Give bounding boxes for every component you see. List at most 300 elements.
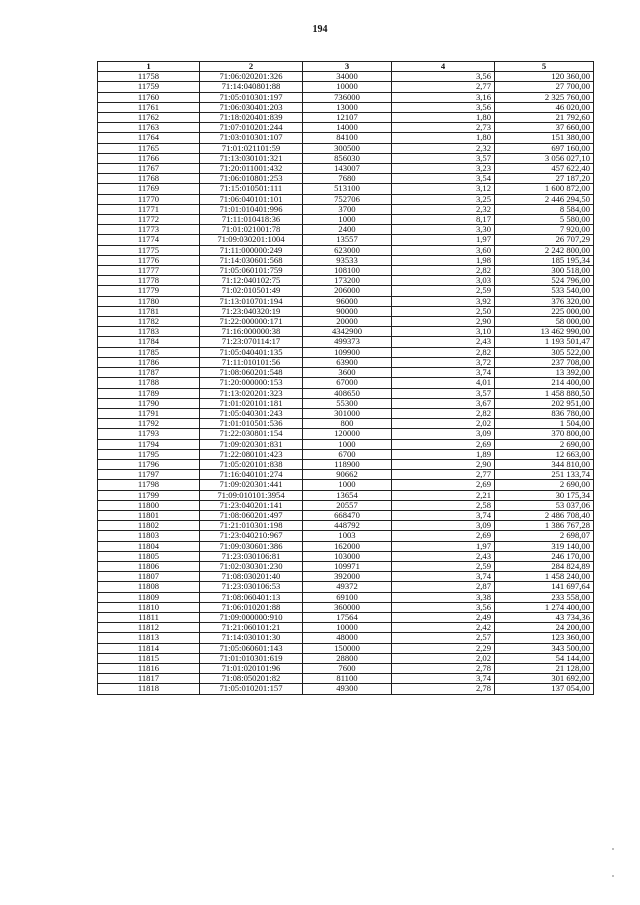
table-cell: 27 700,00 bbox=[495, 82, 594, 92]
table-cell: 3600 bbox=[303, 368, 392, 378]
table-cell: 800 bbox=[303, 419, 392, 429]
table-cell: 11803 bbox=[98, 531, 200, 541]
table-cell: 2 690,00 bbox=[495, 480, 594, 490]
table-cell: 11767 bbox=[98, 164, 200, 174]
table-cell: 71:13:010701:194 bbox=[200, 296, 303, 306]
table-cell: 28800 bbox=[303, 653, 392, 663]
table-cell: 54 144,00 bbox=[495, 653, 594, 663]
table-cell: 71:05:060101:759 bbox=[200, 266, 303, 276]
table-cell: 360000 bbox=[303, 602, 392, 612]
table-row bbox=[98, 286, 594, 296]
table-cell: 3,57 bbox=[392, 153, 495, 163]
table-cell: 319 140,00 bbox=[495, 541, 594, 551]
table-cell: 1,80 bbox=[392, 113, 495, 123]
table-row bbox=[98, 82, 594, 92]
table-cell: 11783 bbox=[98, 327, 200, 337]
table-cell: 24 200,00 bbox=[495, 623, 594, 633]
table-cell: 3,60 bbox=[392, 245, 495, 255]
table-row bbox=[98, 153, 594, 163]
table-cell: 3,23 bbox=[392, 164, 495, 174]
table-row bbox=[98, 204, 594, 214]
table-cell: 11797 bbox=[98, 470, 200, 480]
table-cell: 370 800,00 bbox=[495, 429, 594, 439]
table-cell: 2,78 bbox=[392, 663, 495, 673]
table-cell: 11764 bbox=[98, 133, 200, 143]
table-cell: 623000 bbox=[303, 245, 392, 255]
table-row bbox=[98, 470, 594, 480]
table-cell: 71:13:020201:323 bbox=[200, 388, 303, 398]
table-cell: 3,57 bbox=[392, 388, 495, 398]
table-row bbox=[98, 490, 594, 500]
table-cell: 11772 bbox=[98, 215, 200, 225]
table-cell: 11771 bbox=[98, 204, 200, 214]
table-row bbox=[98, 633, 594, 643]
table-cell: 11792 bbox=[98, 419, 200, 429]
table-cell: 300500 bbox=[303, 143, 392, 153]
table-cell: 6700 bbox=[303, 449, 392, 459]
table-cell: 3,38 bbox=[392, 592, 495, 602]
table-cell: 11765 bbox=[98, 143, 200, 153]
table-cell: 20557 bbox=[303, 500, 392, 510]
table-cell: 71:05:010201:157 bbox=[200, 684, 303, 694]
table-cell: 151 380,00 bbox=[495, 133, 594, 143]
table-cell: 11791 bbox=[98, 408, 200, 418]
table-cell: 3,03 bbox=[392, 276, 495, 286]
table-row bbox=[98, 102, 594, 112]
table-row bbox=[98, 184, 594, 194]
table-cell: 11814 bbox=[98, 643, 200, 653]
table-cell: 408650 bbox=[303, 388, 392, 398]
table-cell: 7 920,00 bbox=[495, 225, 594, 235]
table-cell: 3,56 bbox=[392, 72, 495, 82]
table-cell: 300 518,00 bbox=[495, 266, 594, 276]
table-row bbox=[98, 215, 594, 225]
table-cell: 71:11:010101:56 bbox=[200, 357, 303, 367]
table-cell: 71:09:020301:441 bbox=[200, 480, 303, 490]
table-cell: 11774 bbox=[98, 235, 200, 245]
table-cell: 10000 bbox=[303, 82, 392, 92]
table-cell: 11789 bbox=[98, 388, 200, 398]
table-cell: 2,69 bbox=[392, 480, 495, 490]
table-cell: 301 692,00 bbox=[495, 674, 594, 684]
page-number: 194 bbox=[312, 24, 328, 35]
table-cell: 225 000,00 bbox=[495, 306, 594, 316]
table-row bbox=[98, 317, 594, 327]
table-cell: 202 951,00 bbox=[495, 398, 594, 408]
table-cell: 3,74 bbox=[392, 510, 495, 520]
table-cell: 11817 bbox=[98, 674, 200, 684]
table-cell: 2,82 bbox=[392, 347, 495, 357]
table-cell: 71:21:010301:198 bbox=[200, 521, 303, 531]
table-cell: 3,10 bbox=[392, 327, 495, 337]
table-cell: 7600 bbox=[303, 663, 392, 673]
table-cell: 109971 bbox=[303, 561, 392, 571]
table-cell: 71:05:060601:143 bbox=[200, 643, 303, 653]
table-cell: 71:08:060201:497 bbox=[200, 510, 303, 520]
table-cell: 3,74 bbox=[392, 674, 495, 684]
table-row bbox=[98, 521, 594, 531]
table-cell: 49300 bbox=[303, 684, 392, 694]
table-cell: 1 458 240,00 bbox=[495, 572, 594, 582]
table-row bbox=[98, 531, 594, 541]
table-cell: 1 274 400,00 bbox=[495, 602, 594, 612]
table-cell: 71:09:000000:910 bbox=[200, 612, 303, 622]
table-cell: 43 734,36 bbox=[495, 612, 594, 622]
table-cell: 11775 bbox=[98, 245, 200, 255]
table-cell: 71:14:030101:30 bbox=[200, 633, 303, 643]
table-row bbox=[98, 643, 594, 653]
table-cell: 3,67 bbox=[392, 398, 495, 408]
table-cell: 71:20:000000:153 bbox=[200, 378, 303, 388]
table-cell: 8 584,00 bbox=[495, 204, 594, 214]
table-cell: 20000 bbox=[303, 317, 392, 327]
table-cell: 499373 bbox=[303, 337, 392, 347]
table-cell: 71:08:060401:13 bbox=[200, 592, 303, 602]
table-cell: 71:23:030106:81 bbox=[200, 551, 303, 561]
table-cell: 856030 bbox=[303, 153, 392, 163]
table-cell: 71:01:020101:96 bbox=[200, 663, 303, 673]
table-cell: 214 400,00 bbox=[495, 378, 594, 388]
table-cell: 103000 bbox=[303, 551, 392, 561]
table-cell: 2,82 bbox=[392, 266, 495, 276]
table-cell: 2,43 bbox=[392, 337, 495, 347]
table-cell: 71:22:000000:171 bbox=[200, 317, 303, 327]
table-cell: 3 056 027,10 bbox=[495, 153, 594, 163]
table-cell: 513100 bbox=[303, 184, 392, 194]
table-cell: 284 824,89 bbox=[495, 561, 594, 571]
table-cell: 11763 bbox=[98, 123, 200, 133]
table-cell: 11794 bbox=[98, 439, 200, 449]
table-cell: 11807 bbox=[98, 572, 200, 582]
table-cell: 71:02:030301:230 bbox=[200, 561, 303, 571]
table-row bbox=[98, 398, 594, 408]
table-cell: 13 462 990,00 bbox=[495, 327, 594, 337]
table-row bbox=[98, 378, 594, 388]
table-cell: 108100 bbox=[303, 266, 392, 276]
table-cell: 63900 bbox=[303, 357, 392, 367]
table-cell: 71:22:030801:154 bbox=[200, 429, 303, 439]
table-cell: 2,59 bbox=[392, 561, 495, 571]
table-cell: 301000 bbox=[303, 408, 392, 418]
table-cell: 71:11:000000:249 bbox=[200, 245, 303, 255]
table-cell: 109900 bbox=[303, 347, 392, 357]
table-cell: 533 540,00 bbox=[495, 286, 594, 296]
table-cell: 173200 bbox=[303, 276, 392, 286]
table-cell: 3,25 bbox=[392, 194, 495, 204]
table-row bbox=[98, 449, 594, 459]
table-cell: 71:05:040301:243 bbox=[200, 408, 303, 418]
table-cell: 90000 bbox=[303, 306, 392, 316]
table-row bbox=[98, 684, 594, 694]
table-cell: 13 392,00 bbox=[495, 368, 594, 378]
table-cell: 11802 bbox=[98, 521, 200, 531]
table-cell: 2 690,00 bbox=[495, 439, 594, 449]
table-row bbox=[98, 572, 594, 582]
table-cell: 11759 bbox=[98, 82, 200, 92]
table-cell: 11804 bbox=[98, 541, 200, 551]
table-cell: 3,16 bbox=[392, 92, 495, 102]
table-cell: 13000 bbox=[303, 102, 392, 112]
table-cell: 143007 bbox=[303, 164, 392, 174]
table-row bbox=[98, 123, 594, 133]
table-cell: 11800 bbox=[98, 500, 200, 510]
table-row bbox=[98, 357, 594, 367]
table-cell: 3700 bbox=[303, 204, 392, 214]
column-header: 2 bbox=[200, 62, 303, 72]
column-header: 1 bbox=[98, 62, 200, 72]
table-cell: 71:23:040201:141 bbox=[200, 500, 303, 510]
table-cell: 71:03:010301:107 bbox=[200, 133, 303, 143]
table-cell: 11784 bbox=[98, 337, 200, 347]
table-cell: 13654 bbox=[303, 490, 392, 500]
table-cell: 71:01:021001:78 bbox=[200, 225, 303, 235]
table-cell: 30 175,34 bbox=[495, 490, 594, 500]
table-row bbox=[98, 255, 594, 265]
table-cell: 14000 bbox=[303, 123, 392, 133]
table-row bbox=[98, 235, 594, 245]
table-cell: 11815 bbox=[98, 653, 200, 663]
table-cell: 11770 bbox=[98, 194, 200, 204]
table-cell: 448792 bbox=[303, 521, 392, 531]
table-cell: 71:06:010801:253 bbox=[200, 174, 303, 184]
table-cell: 11768 bbox=[98, 174, 200, 184]
table-cell: 13557 bbox=[303, 235, 392, 245]
table-cell: 71:01:010401:996 bbox=[200, 204, 303, 214]
table-cell: 1000 bbox=[303, 215, 392, 225]
table-cell: 11812 bbox=[98, 623, 200, 633]
table-cell: 206000 bbox=[303, 286, 392, 296]
table-row bbox=[98, 296, 594, 306]
table-row bbox=[98, 306, 594, 316]
table-cell: 2,87 bbox=[392, 582, 495, 592]
table-cell: 96000 bbox=[303, 296, 392, 306]
table-cell: 2,69 bbox=[392, 531, 495, 541]
table-cell: 71:15:010501:111 bbox=[200, 184, 303, 194]
table-cell: 524 796,00 bbox=[495, 276, 594, 286]
table-cell: 11790 bbox=[98, 398, 200, 408]
table-cell: 1,98 bbox=[392, 255, 495, 265]
table-cell: 55300 bbox=[303, 398, 392, 408]
table-cell: 3,74 bbox=[392, 368, 495, 378]
scan-speck bbox=[612, 875, 614, 877]
table-cell: 1000 bbox=[303, 480, 392, 490]
table-cell: 71:12:040102:75 bbox=[200, 276, 303, 286]
table-row bbox=[98, 327, 594, 337]
table-cell: 1 193 501,47 bbox=[495, 337, 594, 347]
table-cell: 2,58 bbox=[392, 500, 495, 510]
table-row bbox=[98, 388, 594, 398]
table-cell: 71:11:010418:36 bbox=[200, 215, 303, 225]
table-cell: 141 697,64 bbox=[495, 582, 594, 592]
table-cell: 71:08:050201:82 bbox=[200, 674, 303, 684]
table-cell: 71:16:000000:38 bbox=[200, 327, 303, 337]
table-cell: 2,21 bbox=[392, 490, 495, 500]
table-cell: 150000 bbox=[303, 643, 392, 653]
table-body bbox=[98, 72, 594, 694]
table-cell: 2,57 bbox=[392, 633, 495, 643]
table-cell: 71:08:030201:40 bbox=[200, 572, 303, 582]
table-cell: 2,32 bbox=[392, 143, 495, 153]
table-cell: 71:01:010301:619 bbox=[200, 653, 303, 663]
table-cell: 123 360,00 bbox=[495, 633, 594, 643]
table-cell: 1,97 bbox=[392, 235, 495, 245]
table-cell: 11760 bbox=[98, 92, 200, 102]
scan-speck bbox=[612, 848, 614, 850]
table-cell: 2,02 bbox=[392, 419, 495, 429]
table-cell: 49372 bbox=[303, 582, 392, 592]
table-cell: 11793 bbox=[98, 429, 200, 439]
table-cell: 697 160,00 bbox=[495, 143, 594, 153]
table-row bbox=[98, 459, 594, 469]
table-cell: 2,49 bbox=[392, 612, 495, 622]
table-row bbox=[98, 113, 594, 123]
table-row bbox=[98, 592, 594, 602]
table-cell: 3,09 bbox=[392, 521, 495, 531]
table-cell: 120 360,00 bbox=[495, 72, 594, 82]
table-cell: 11762 bbox=[98, 113, 200, 123]
table-cell: 53 037,06 bbox=[495, 500, 594, 510]
table-cell: 4,01 bbox=[392, 378, 495, 388]
table-cell: 34000 bbox=[303, 72, 392, 82]
table-row bbox=[98, 500, 594, 510]
table-cell: 185 195,34 bbox=[495, 255, 594, 265]
table-cell: 84100 bbox=[303, 133, 392, 143]
table-cell: 2400 bbox=[303, 225, 392, 235]
table-cell: 8,17 bbox=[392, 215, 495, 225]
table-cell: 11776 bbox=[98, 255, 200, 265]
table-cell: 2,32 bbox=[392, 204, 495, 214]
table-cell: 2,50 bbox=[392, 306, 495, 316]
table-row bbox=[98, 245, 594, 255]
table-cell: 71:08:060201:548 bbox=[200, 368, 303, 378]
table-cell: 11798 bbox=[98, 480, 200, 490]
table-cell: 5 580,00 bbox=[495, 215, 594, 225]
table-cell: 1,89 bbox=[392, 449, 495, 459]
table-cell: 11801 bbox=[98, 510, 200, 520]
table-cell: 2,90 bbox=[392, 459, 495, 469]
table-cell: 162000 bbox=[303, 541, 392, 551]
table-cell: 67000 bbox=[303, 378, 392, 388]
table-cell: 2 698,07 bbox=[495, 531, 594, 541]
table-row bbox=[98, 510, 594, 520]
table-cell: 10000 bbox=[303, 623, 392, 633]
table-cell: 90662 bbox=[303, 470, 392, 480]
table-cell: 3,74 bbox=[392, 572, 495, 582]
table-cell: 3,12 bbox=[392, 184, 495, 194]
table-cell: 11805 bbox=[98, 551, 200, 561]
table-cell: 1,97 bbox=[392, 541, 495, 551]
column-header: 4 bbox=[392, 62, 495, 72]
table-row bbox=[98, 480, 594, 490]
table-cell: 3,92 bbox=[392, 296, 495, 306]
table-cell: 69100 bbox=[303, 592, 392, 602]
table-cell: 11806 bbox=[98, 561, 200, 571]
table-cell: 1003 bbox=[303, 531, 392, 541]
table-cell: 71:23:070114:17 bbox=[200, 337, 303, 347]
table-cell: 21 128,00 bbox=[495, 663, 594, 673]
table-cell: 752706 bbox=[303, 194, 392, 204]
table-cell: 71:22:080101:423 bbox=[200, 449, 303, 459]
table-cell: 11818 bbox=[98, 684, 200, 694]
table-cell: 11796 bbox=[98, 459, 200, 469]
table-row bbox=[98, 143, 594, 153]
table-cell: 7680 bbox=[303, 174, 392, 184]
table-cell: 11809 bbox=[98, 592, 200, 602]
table-cell: 2 486 708,40 bbox=[495, 510, 594, 520]
table-row bbox=[98, 674, 594, 684]
table-cell: 2,43 bbox=[392, 551, 495, 561]
table-cell: 71:20:011001:432 bbox=[200, 164, 303, 174]
table-cell: 93533 bbox=[303, 255, 392, 265]
table-cell: 71:16:040101:274 bbox=[200, 470, 303, 480]
table-cell: 2,69 bbox=[392, 439, 495, 449]
table-cell: 37 660,00 bbox=[495, 123, 594, 133]
table-row bbox=[98, 623, 594, 633]
table-cell: 17564 bbox=[303, 612, 392, 622]
table-cell: 71:01:020101:181 bbox=[200, 398, 303, 408]
header-row bbox=[98, 62, 594, 72]
table-cell: 1 504,00 bbox=[495, 419, 594, 429]
table-cell: 246 170,00 bbox=[495, 551, 594, 561]
table-cell: 11810 bbox=[98, 602, 200, 612]
table-cell: 392000 bbox=[303, 572, 392, 582]
table-cell: 71:23:040210:967 bbox=[200, 531, 303, 541]
table-cell: 457 622,40 bbox=[495, 164, 594, 174]
cadastral-value-table bbox=[97, 61, 594, 695]
table-cell: 11779 bbox=[98, 286, 200, 296]
table-cell: 71:14:030601:568 bbox=[200, 255, 303, 265]
table-cell: 11811 bbox=[98, 612, 200, 622]
table-cell: 12 663,00 bbox=[495, 449, 594, 459]
table-cell: 4342900 bbox=[303, 327, 392, 337]
table-cell: 71:06:010201:88 bbox=[200, 602, 303, 612]
table-row bbox=[98, 266, 594, 276]
table-cell: 71:21:060101:21 bbox=[200, 623, 303, 633]
table-cell: 26 707,29 bbox=[495, 235, 594, 245]
table-cell: 71:06:040101:101 bbox=[200, 194, 303, 204]
table-cell: 376 320,00 bbox=[495, 296, 594, 306]
table-cell: 11808 bbox=[98, 582, 200, 592]
table-cell: 118900 bbox=[303, 459, 392, 469]
table-row bbox=[98, 408, 594, 418]
table-cell: 11786 bbox=[98, 357, 200, 367]
table-cell: 11761 bbox=[98, 102, 200, 112]
table-row bbox=[98, 653, 594, 663]
table-cell: 11758 bbox=[98, 72, 200, 82]
table-cell: 71:07:010201:244 bbox=[200, 123, 303, 133]
table-cell: 305 522,00 bbox=[495, 347, 594, 357]
table-cell: 1,80 bbox=[392, 133, 495, 143]
table-row bbox=[98, 541, 594, 551]
table-cell: 11782 bbox=[98, 317, 200, 327]
table-cell: 48000 bbox=[303, 633, 392, 643]
table-cell: 11777 bbox=[98, 266, 200, 276]
table-cell: 2,42 bbox=[392, 623, 495, 633]
table-row bbox=[98, 582, 594, 592]
table-row bbox=[98, 347, 594, 357]
table-cell: 71:06:030401:203 bbox=[200, 102, 303, 112]
table-cell: 71:09:030601:386 bbox=[200, 541, 303, 551]
table-cell: 11813 bbox=[98, 633, 200, 643]
table-cell: 71:05:040401:135 bbox=[200, 347, 303, 357]
table-cell: 736000 bbox=[303, 92, 392, 102]
table-cell: 233 558,00 bbox=[495, 592, 594, 602]
table-cell: 11766 bbox=[98, 153, 200, 163]
table-row bbox=[98, 276, 594, 286]
table-cell: 11799 bbox=[98, 490, 200, 500]
table-row bbox=[98, 439, 594, 449]
table-cell: 11781 bbox=[98, 306, 200, 316]
